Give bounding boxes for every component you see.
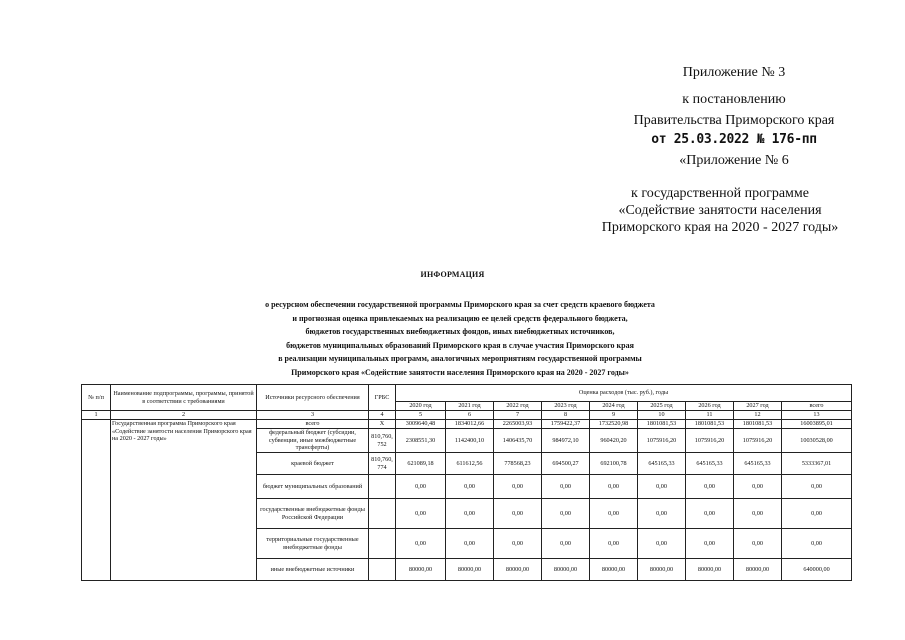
amount-cell: 80000,00	[686, 559, 734, 581]
header-estimate: Оценка расходов (тыс. руб.), годы	[396, 385, 852, 402]
column-number: 3	[257, 411, 369, 420]
amount-cell: 80000,00	[494, 559, 542, 581]
amount-cell: 611612,56	[446, 453, 494, 475]
amount-cell: 0,00	[782, 499, 852, 529]
subtitle-line: и прогнозная оценка привлекаемых на реализацию ее целей средств федерального бюджета,	[292, 313, 628, 323]
amount-cell: 1075916,20	[734, 429, 782, 453]
amount-cell: 1732520,98	[590, 420, 638, 429]
amount-cell: 640000,00	[782, 559, 852, 581]
amount-cell: 645165,33	[638, 453, 686, 475]
table-row	[82, 420, 852, 429]
funding-source-cell: государственные внебюджетные фонды Российской Федерации	[257, 499, 369, 529]
amount-cell: 0,00	[782, 529, 852, 559]
amount-cell: 0,00	[782, 475, 852, 499]
decree-prefix: к постановлению	[682, 92, 786, 107]
program-name-cell: Государственная программа Приморского края «Содействие занятости населения Приморского края на 2020 - 2027 годы»	[111, 420, 257, 581]
amount-cell: 0,00	[734, 475, 782, 499]
header-year: 2023 год	[542, 402, 590, 411]
grbs-cell	[369, 529, 396, 559]
column-number: 12	[734, 411, 782, 420]
header-name: Наименование подпрограммы, программы, принятой в соответствии с требованиями	[111, 385, 257, 411]
subtitle-line: в реализации муниципальных программ, аналогичных мероприятиям государственной программы	[278, 354, 642, 363]
column-number: 7	[494, 411, 542, 420]
grbs-cell	[369, 475, 396, 499]
column-number: 1	[82, 411, 111, 420]
amount-cell: 0,00	[734, 529, 782, 559]
subtitle-line: бюджетов муниципальных образований Приморского края в случае участия Приморского края	[286, 340, 634, 350]
header-year: 2020 год	[396, 402, 446, 411]
amount-cell: 2308551,30	[396, 429, 446, 453]
amount-cell: 694500,27	[542, 453, 590, 475]
header-year: 2024 год	[590, 402, 638, 411]
amount-cell: 80000,00	[542, 559, 590, 581]
amount-cell: 778568,23	[494, 453, 542, 475]
amount-cell: 645165,33	[686, 453, 734, 475]
subtitle-line: о ресурсном обеспечении государственной программы Приморского края за счет средств краевого бюджета	[265, 300, 655, 309]
amount-cell: 0,00	[542, 529, 590, 559]
funding-source-cell: краевой бюджет	[257, 453, 369, 475]
column-number: 2	[111, 411, 257, 420]
header-year: всего	[782, 402, 852, 411]
amount-cell: 1406435,70	[494, 429, 542, 453]
amount-cell: 0,00	[396, 475, 446, 499]
amount-cell: 0,00	[396, 499, 446, 529]
header-year: 2022 год	[494, 402, 542, 411]
amount-cell: 0,00	[494, 475, 542, 499]
amount-cell: 0,00	[446, 475, 494, 499]
header-num: № п/п	[82, 385, 111, 411]
subtitle-line: Приморского края «Содействие занятости населения Приморского края на 2020 - 2027 годы»	[291, 367, 629, 377]
appendix-quote: «Приложение № 6	[679, 153, 789, 168]
header-year: 2021 год	[446, 402, 494, 411]
program-prefix: к государственной программе	[631, 186, 809, 201]
amount-cell: 1759422,37	[542, 420, 590, 429]
government-name: Правительства Приморского края	[633, 113, 835, 128]
grbs-cell: 810,760, 774	[369, 453, 396, 475]
amount-cell: 1075916,20	[686, 429, 734, 453]
amount-cell: 80000,00	[638, 559, 686, 581]
amount-cell: 0,00	[590, 499, 638, 529]
amount-cell: 0,00	[446, 529, 494, 559]
amount-cell: 80000,00	[734, 559, 782, 581]
column-number: 9	[590, 411, 638, 420]
amount-cell: 0,00	[686, 475, 734, 499]
amount-cell: 1801081,53	[734, 420, 782, 429]
header-year: 2026 год	[686, 402, 734, 411]
funding-source-cell: бюджет муниципальных образований	[257, 475, 369, 499]
amount-cell: 984972,10	[542, 429, 590, 453]
amount-cell: 3009640,48	[396, 420, 446, 429]
funding-source-cell: всего	[257, 420, 369, 429]
header-year: 2025 год	[638, 402, 686, 411]
amount-cell: 80000,00	[590, 559, 638, 581]
column-number: 4	[369, 411, 396, 420]
resource-table	[81, 384, 852, 581]
funding-source-cell: территориальные государственные внебюджетные фонды	[257, 529, 369, 559]
appendix-header	[619, 64, 849, 173]
grbs-cell	[369, 559, 396, 581]
program-title-line1: «Содействие занятости населения	[618, 203, 822, 218]
amount-cell: 0,00	[734, 499, 782, 529]
grbs-cell: X	[369, 420, 396, 429]
amount-cell: 1834012,66	[446, 420, 494, 429]
amount-cell: 0,00	[446, 499, 494, 529]
column-number: 5	[396, 411, 446, 420]
amount-cell: 1801081,53	[638, 420, 686, 429]
row-number-cell	[82, 420, 111, 581]
amount-cell: 10030528,00	[782, 429, 852, 453]
amount-cell: 0,00	[494, 499, 542, 529]
column-number: 8	[542, 411, 590, 420]
amount-cell: 0,00	[638, 499, 686, 529]
amount-cell: 1075916,20	[638, 429, 686, 453]
amount-cell: 0,00	[590, 529, 638, 559]
amount-cell: 0,00	[542, 475, 590, 499]
amount-cell: 645165,33	[734, 453, 782, 475]
header-grbs: ГРБС	[369, 385, 396, 411]
amount-cell: 0,00	[638, 475, 686, 499]
grbs-cell	[369, 499, 396, 529]
subtitle-line: бюджетов государственных внебюджетных фондов, иных внебюджетных источников,	[305, 327, 615, 336]
funding-source-cell: федеральный бюджет (субсидии, субвенции, иные межбюджетные трансферты)	[257, 429, 369, 453]
amount-cell: 0,00	[542, 499, 590, 529]
funding-source-cell: иные внебюджетные источники	[257, 559, 369, 581]
column-number: 11	[686, 411, 734, 420]
amount-cell: 0,00	[590, 475, 638, 499]
amount-cell: 16003895,01	[782, 420, 852, 429]
amount-cell: 0,00	[494, 529, 542, 559]
column-number: 13	[782, 411, 852, 420]
amount-cell: 5333367,01	[782, 453, 852, 475]
amount-cell: 692100,78	[590, 453, 638, 475]
amount-cell: 0,00	[396, 529, 446, 559]
amount-cell: 0,00	[686, 499, 734, 529]
header-source: Источники ресурсного обеспечения	[257, 385, 369, 411]
amount-cell: 1801081,53	[686, 420, 734, 429]
decree-number: от 25.03.2022 № 176-пп	[651, 132, 817, 147]
document-title: ИНФОРМАЦИЯ	[420, 270, 485, 279]
appendix-number: Приложение № 3	[682, 65, 786, 80]
grbs-cell: 810,760, 752	[369, 429, 396, 453]
amount-cell: 0,00	[686, 529, 734, 559]
amount-cell: 80000,00	[446, 559, 494, 581]
amount-cell: 0,00	[638, 529, 686, 559]
program-header	[590, 185, 850, 236]
document-subtitle	[180, 298, 740, 379]
amount-cell: 621089,18	[396, 453, 446, 475]
program-title-line2: Приморского края на 2020 - 2027 годы»	[601, 220, 839, 235]
column-number: 6	[446, 411, 494, 420]
amount-cell: 960420,20	[590, 429, 638, 453]
header-year: 2027 год	[734, 402, 782, 411]
column-number: 10	[638, 411, 686, 420]
amount-cell: 2265003,93	[494, 420, 542, 429]
amount-cell: 1142400,10	[446, 429, 494, 453]
amount-cell: 80000,00	[396, 559, 446, 581]
